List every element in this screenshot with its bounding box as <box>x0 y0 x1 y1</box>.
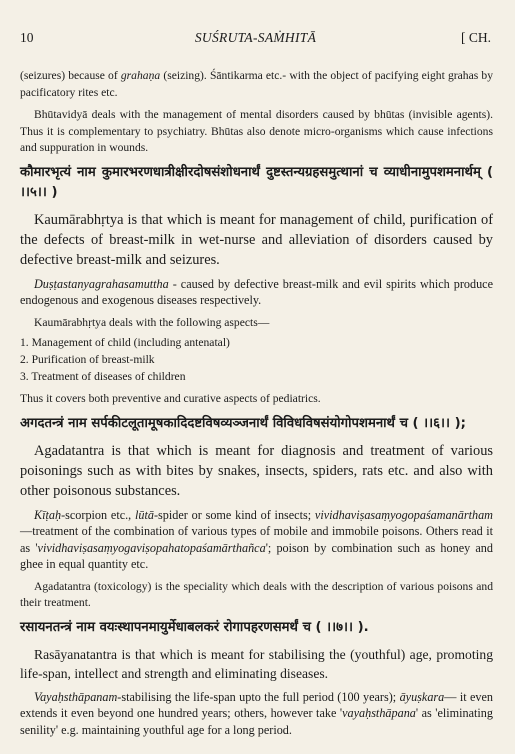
paragraph-toxicology: Agadatantra (toxicology) is the speciality which deals with the description of various poisons and their treatment. <box>20 579 493 609</box>
page-number: 10 <box>20 30 34 45</box>
paragraph-dustastanya: Duṣṭastanyagrahasamuttha - caused by defective breast-milk and evil spirits which produce endogenous and exogenous diseases respectively. <box>20 276 493 307</box>
running-title: SUŚRUTA-SAṀHITĀ <box>194 30 317 45</box>
list-item: 3. Treatment of diseases of children <box>20 370 186 383</box>
paragraph-kitah: Kīṭaḥ-scorpion etc., lūtā-spider or some kind of insects; vividhaviṣasaṃyogopaśamanārtham—treatment of the combination of various types of mobile and immobile poisons. Others read it as 'vividhaviṣasaṃyogaviṣopahatopaśamārthañca'; poison by combination such as honey and ghee in equal quantity etc. <box>20 507 493 571</box>
paragraph-aspects-intro: Kaumārabhṛtya deals with the following aspects— <box>34 315 270 329</box>
aspects-list <box>20 334 493 385</box>
paragraph-agadatantra-definition: Agadatantra is that which is meant for diagnosis and treatment of various poisonings such as with bites by snakes, insects, spiders, rats etc. and also with other poisonous substances. <box>20 442 493 499</box>
page-body <box>20 68 493 744</box>
chapter-mark: [ CH. <box>461 30 491 45</box>
paragraph-pediatrics: Thus it covers both preventive and curative aspects of pediatrics. <box>20 392 321 405</box>
paragraph-kaumarabhrtya-definition: Kaumārabhṛtya is that which is meant for management of child, purification of the defects of breast-milk in wet-nurse and alleviation of disorders caused by defective breast-milk and seizures. <box>20 211 493 268</box>
sanskrit-verse-5: कौमारभृत्यं नाम कुमारभरणधात्रीक्षीरदोषसंशोधनार्थं दुष्टस्तन्यग्रहसमुत्थानां च व्याधीनामुपशमनार्थम् ( ।।५।। ) <box>20 164 493 200</box>
paragraph-rasayanatantra-definition: Rasāyanatantra is that which is meant for stabilising the (youthful) age, promoting life-span, intellect and strength and eliminating diseases. <box>20 646 493 681</box>
paragraph-bhutavidya: Bhūtavidyā deals with the management of mental disorders caused by bhūtas (invisible agents). Thus it is complementary to psychiatry. Bhūtas also denote micro-organisms which cause infections and suppuration in wounds. <box>20 108 493 154</box>
sanskrit-verse-7: रसायनतन्त्रं नाम वयःस्थापनमायुर्मेधाबलकरं रोगापहरणसमर्थं च ( ।।७।। ). <box>20 619 369 635</box>
list-item: 1. Management of child (including antenatal) <box>20 336 230 349</box>
running-header <box>20 30 491 48</box>
sanskrit-verse-6: अगदतन्त्रं नाम सर्पकीटलूतामूषकादिदष्टविषव्यञ्जनार्थं विविधविषसंयोगोपशमनार्थं च ( ।।६।। ); <box>20 415 466 431</box>
paragraph-grahas: (seizures) because of grahaṇa (seizing). Śāntikarma etc.- with the object of pacifying eight grahas by pacificatory rites etc. <box>20 69 493 99</box>
paragraph-vayahsthapanam: Vayaḥsthāpanam-stabilising the life-span upto the full period (100 years); āyuṣkara— it even extends it even beyond one hundred years; others, however take 'vayaḥsthāpana' as 'eliminating senility' e.g. maintaining youthful age for a long period. <box>20 689 494 737</box>
list-item: 2. Purification of breast-milk <box>20 353 155 366</box>
